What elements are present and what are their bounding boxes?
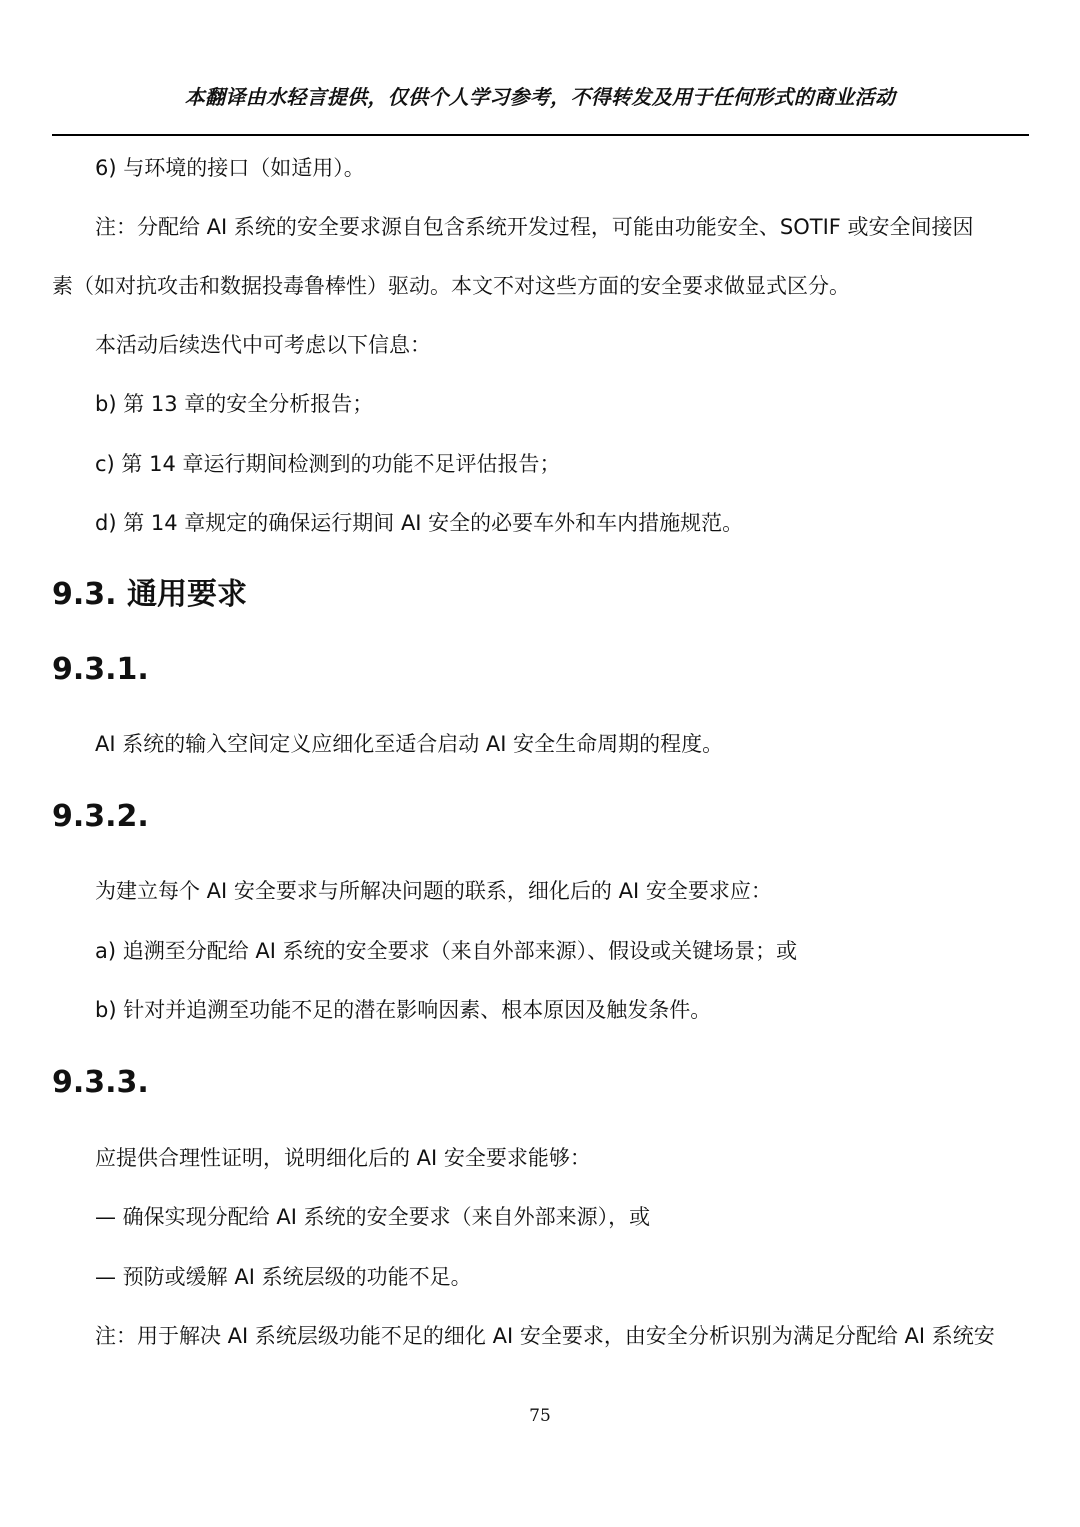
section-9-3-1-text: AI 系统的输入空间定义应细化至适合启动 AI 安全生命周期的程度。	[95, 732, 724, 756]
list-item-d: d) 第 14 章规定的确保运行期间 AI 安全的必要车外和车内措施规范。	[95, 511, 744, 535]
header-divider	[52, 134, 1029, 136]
note-paragraph-line-1: 注：分配给 AI 系统的安全要求源自包含系统开发过程，可能由功能安全、SOTIF 或安全间接因	[95, 215, 974, 239]
section-9-3-3-intro: 应提供合理性证明，说明细化后的 AI 安全要求能够：	[95, 1146, 591, 1170]
list-item-b: b) 第 13 章的安全分析报告；	[95, 392, 374, 416]
section-heading-9-3-2: 9.3.2.	[52, 799, 149, 834]
section-9-3-2-item-b: b) 针对并追溯至功能不足的潜在影响因素、根本原因及触发条件。	[95, 998, 712, 1022]
iteration-intro: 本活动后续迭代中可考虑以下信息：	[95, 333, 431, 357]
section-heading-9-3-1: 9.3.1.	[52, 652, 149, 687]
section-9-3-3-dash-1: — 确保实现分配给 AI 系统的安全要求（来自外部来源），或	[95, 1205, 651, 1229]
list-item-c: c) 第 14 章运行期间检测到的功能不足评估报告；	[95, 452, 561, 476]
copyright-notice-header: 本翻译由水轻言提供，仅供个人学习参考，不得转发及用于任何形式的商业活动	[184, 85, 896, 109]
section-9-3-3-dash-2: — 预防或缓解 AI 系统层级的功能不足。	[95, 1265, 472, 1289]
section-9-3-2-intro: 为建立每个 AI 安全要求与所解决问题的联系，细化后的 AI 安全要求应：	[95, 879, 772, 903]
section-heading-9-3: 9.3. 通用要求	[52, 577, 247, 612]
page-number: 75	[529, 1406, 551, 1426]
section-9-3-2-item-a: a) 追溯至分配给 AI 系统的安全要求（来自外部来源）、假设或关键场景；或	[95, 939, 798, 963]
section-9-3-3-note: 注：用于解决 AI 系统层级功能不足的细化 AI 安全要求，由安全分析识别为满足分配给 AI 系统安	[95, 1324, 995, 1348]
section-heading-9-3-3: 9.3.3.	[52, 1065, 149, 1100]
note-paragraph-line-2: 素（如对抗攻击和数据投毒鲁棒性）驱动。本文不对这些方面的安全要求做显式区分。	[52, 274, 850, 298]
list-item-6: 6) 与环境的接口（如适用）。	[95, 156, 365, 180]
